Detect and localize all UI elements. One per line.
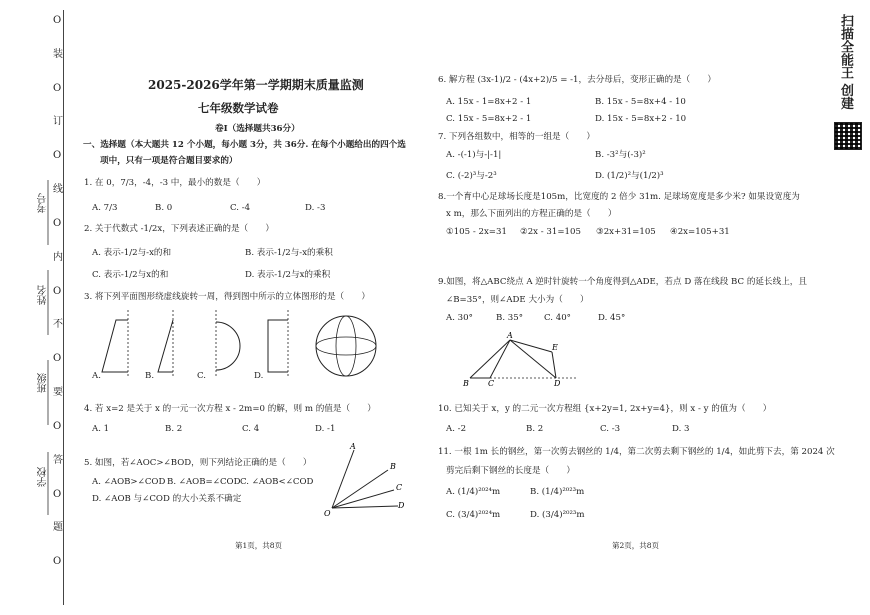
binding-mark: 不 <box>53 319 63 331</box>
q7-option-c: C. (-2)³与-2³ <box>446 171 497 181</box>
question-9-line2: ∠B=35°，则∠ADE 大小为（ ） <box>446 295 589 305</box>
scanner-brand: 扫描全能王 创建 <box>838 14 853 110</box>
q1-option-b: B. 0 <box>155 203 173 213</box>
q2-option-b: B. 表示-1/2与-x的乘积 <box>245 248 333 258</box>
q3-option-b: B. <box>145 371 155 381</box>
q6-option-a: A. 15x - 1=8x+2 - 1 <box>446 97 532 107</box>
q1-option-d: D. -3 <box>305 203 326 213</box>
binding-mark: O <box>53 285 62 297</box>
q10-option-a: A. -2 <box>446 424 467 434</box>
q6-option-b: B. 15x - 5=8x+4 - 10 <box>595 97 686 107</box>
q3-option-a: A. <box>92 371 101 381</box>
binding-mark: O <box>53 15 62 26</box>
binding-mark: O <box>53 150 62 162</box>
qr-code-icon <box>834 122 862 150</box>
q10-option-d: D. 3 <box>672 424 690 434</box>
binding-mark: 装 <box>53 48 63 60</box>
label-a: A <box>350 442 356 451</box>
q5-option-c: C. ∠AOB<∠COD <box>240 477 314 487</box>
q8-option-3: ③2x+31=105 <box>596 227 656 237</box>
field-label: 考号 <box>38 193 49 213</box>
question-11-line2: 剪完后剩下钢丝的长度是（ ） <box>446 466 575 476</box>
question-8-line2: x m，那么下面列出的方程正确的是（ ） <box>446 209 617 219</box>
binding-mark: O <box>53 488 62 500</box>
q2-option-a: A. 表示-1/2与-x的和 <box>92 248 172 258</box>
binding-mark: 线 <box>53 184 63 196</box>
question-10: 10. 已知关于 x，y 的二元一次方程组 {x+2y=1, 2x+y=4}，则 x - y 的值为（ ） <box>438 404 772 414</box>
section-title: 卷Ⅰ（选择题共36分） <box>215 124 300 134</box>
q4-option-a: A. 1 <box>92 424 110 434</box>
binding-mark: O <box>53 420 62 432</box>
footer-right: 第2页，共8页 <box>612 541 660 550</box>
q4-option-b: B. 2 <box>165 424 183 434</box>
q2-option-d: D. 表示-1/2与x的乘积 <box>245 270 331 280</box>
field-label: 班级 <box>38 373 49 393</box>
question-4: 4. 若 x=2 是关于 x 的一元一次方程 x - 2m=0 的解，则 m 的值是（ ） <box>84 404 376 414</box>
question-3: 3. 将下列平面图形绕虚线旋转一周，得到图中所示的立体图形的是（ ） <box>84 292 370 302</box>
q1-option-a: A. 7/3 <box>92 203 118 213</box>
label-a: A <box>507 331 513 340</box>
q8-option-1: ①105 - 2x=31 <box>446 227 507 237</box>
label-b: B <box>463 379 469 388</box>
question-8: 8.一个育中心足球场长度是105m，比宽度的 2 倍少 31m. 足球场宽度是多少米? 如果设宽度为 <box>438 192 800 202</box>
binding-mark: 要 <box>53 387 63 399</box>
q9-option-c: C. 40° <box>544 313 571 323</box>
footer-left: 第1页，共8页 <box>235 541 283 550</box>
question-11: 11. 一根 1m 长的钢丝，第一次剪去钢丝的 1/4，第二次剪去剩下钢丝的 1/4，如此剪下去，第 2024 次 <box>438 447 835 457</box>
label-d: D <box>398 501 405 510</box>
label-c: C <box>488 379 495 388</box>
q9-option-b: B. 35° <box>496 313 524 323</box>
binding-mark: O <box>53 353 62 365</box>
label-d: D <box>554 379 561 388</box>
label-o: O <box>324 509 331 518</box>
q5-angle-figure <box>318 440 408 520</box>
q2-option-c: C. 表示-1/2与x的和 <box>92 270 169 280</box>
q11-option-d: D. (3/4)²⁰²³m <box>530 510 585 520</box>
exam-subtitle: 七年级数学试卷 <box>198 101 279 115</box>
question-2: 2. 关于代数式 -1/2x，下列表述正确的是（ ） <box>84 224 274 234</box>
q11-option-a: A. (1/4)²⁰²⁴m <box>446 487 501 497</box>
q7-option-a: A. -(-1)与-|-1| <box>446 150 502 160</box>
binding-mark: 题 <box>53 522 63 534</box>
binding-mark: O <box>53 217 62 229</box>
q9-triangle-figure <box>460 330 590 390</box>
q7-option-d: D. (1/2)²与(1/2)³ <box>595 171 664 181</box>
exam-title: 2025-2026学年第一学期期末质量监测 <box>148 78 364 92</box>
binding-mark: 答 <box>53 454 63 466</box>
question-7: 7. 下列各组数中，相等的一组是（ ） <box>438 132 596 142</box>
question-6: 6. 解方程 (3x-1)/2 - (4x+2)/5 = -1，去分母后，变形正确的是（ ） <box>438 75 717 85</box>
question-1: 1. 在 0，7/3，-4，-3 中，最小的数是（ ） <box>84 178 266 188</box>
q5-option-b: B. ∠AOB=∠COD <box>167 477 241 487</box>
label-b: B <box>390 462 396 471</box>
binding-mark: 内 <box>53 251 63 263</box>
field-label: 学校 <box>38 467 49 487</box>
question-5: 5. 如图，若∠AOC>∠BOD，则下列结论正确的是（ ） <box>84 458 312 468</box>
q7-option-b: B. -3²与(-3)² <box>595 150 646 160</box>
q4-option-d: D. -1 <box>315 424 336 434</box>
q5-option-a: A. ∠AOB>∠COD <box>92 477 166 487</box>
field-label: 姓名 <box>38 285 49 305</box>
q11-option-b: B. (1/4)²⁰²³m <box>530 487 585 497</box>
q8-option-4: ④2x=105+31 <box>670 227 730 237</box>
q11-option-c: C. (3/4)²⁰²⁴m <box>446 510 501 520</box>
q10-option-b: B. 2 <box>526 424 544 434</box>
q9-option-a: A. 30° <box>446 313 473 323</box>
q6-option-c: C. 15x - 5=8x+2 - 1 <box>446 114 532 124</box>
binding-mark: 订 <box>53 116 63 128</box>
q10-option-c: C. -3 <box>600 424 621 434</box>
q4-option-c: C. 4 <box>242 424 260 434</box>
q6-option-d: D. 15x - 5=8x+2 - 10 <box>595 114 687 124</box>
binding-mark: O <box>53 556 62 568</box>
q9-option-d: D. 45° <box>598 313 626 323</box>
q3-figures <box>88 308 388 388</box>
q3-option-c: C. <box>197 371 207 381</box>
binding-mark: O <box>53 82 62 94</box>
side-field-lines <box>30 180 60 580</box>
q3-option-d: D. <box>254 371 264 381</box>
label-c: C <box>396 483 403 492</box>
instructions-line1: 一、选择题（本大题共 12 个小题，每小题 3分，共 36分. 在每个小题给出的四个选 <box>83 140 406 150</box>
q5-option-d: D. ∠AOB 与∠COD 的大小关系不确定 <box>92 494 242 504</box>
label-e: E <box>552 343 558 352</box>
question-9: 9.如图，将△ABC绕点 A 逆时针旋转一个角度得到△ADE，若点 D 落在线段 BC 的延长线上，且 <box>438 277 807 287</box>
q8-option-2: ②2x - 31=105 <box>520 227 581 237</box>
q1-option-c: C. -4 <box>230 203 251 213</box>
instructions-line2: 项中，只有一项是符合题目要求的） <box>100 156 238 166</box>
